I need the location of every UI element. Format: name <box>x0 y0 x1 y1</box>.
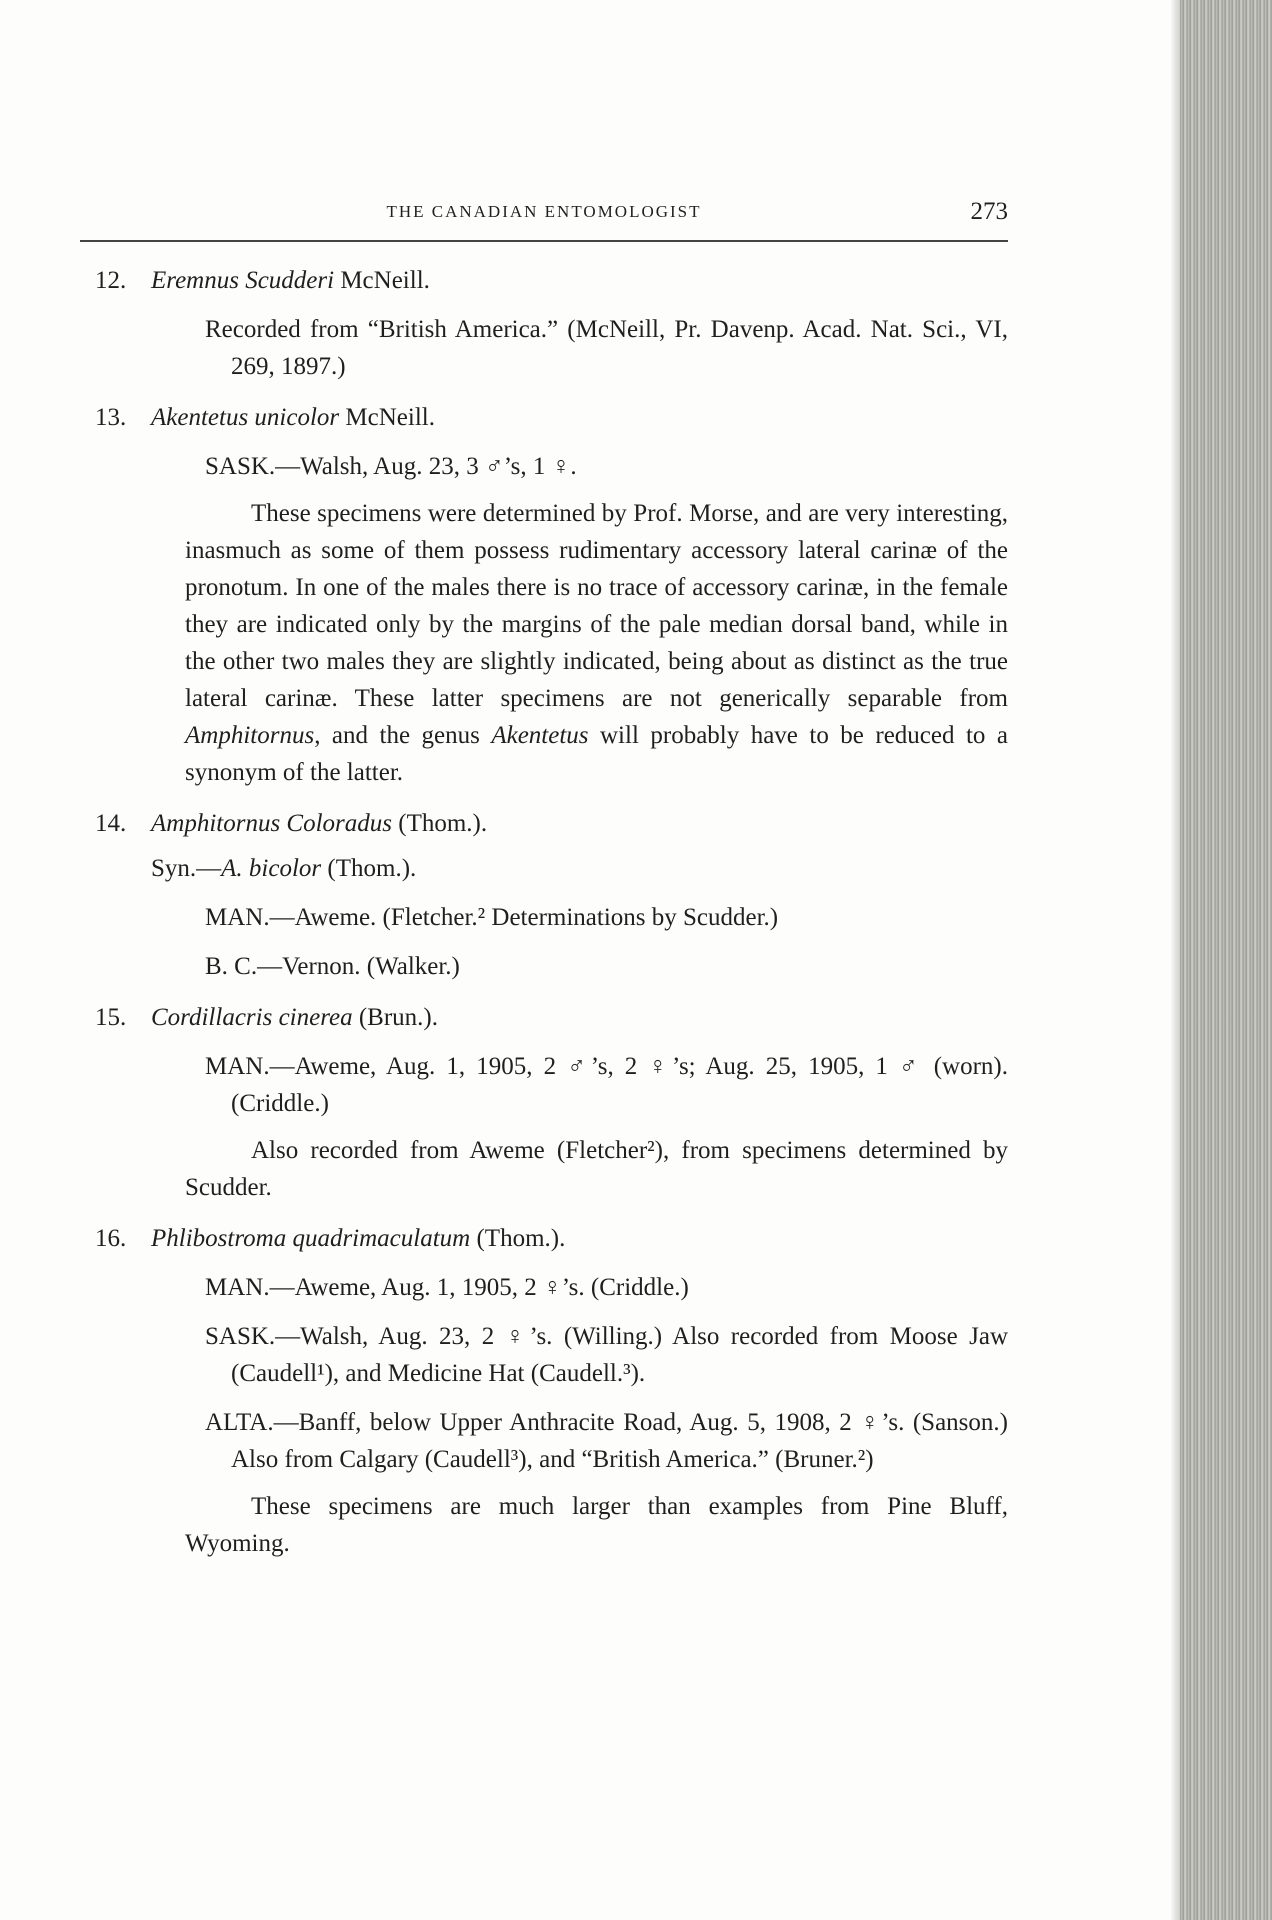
species-entry-16 <box>95 1220 1008 1562</box>
entry-heading <box>95 805 1008 842</box>
remarks-paragraph: These specimens are much larger than examples from Pine Bluff, Wyoming. <box>185 1493 1008 1557</box>
record-line: MAN.—Aweme, Aug. 1, 1905, 2 ♂’s, 2 ♀’s; Aug. 25, 1905, 1 ♂ (worn). (Criddle.) <box>205 1053 1008 1117</box>
entry-heading <box>95 999 1008 1036</box>
species-name: Amphitornus Coloradus <box>151 810 393 837</box>
species-author: McNeill. <box>334 267 430 294</box>
entry-number: 16. <box>95 1225 127 1252</box>
page-header <box>80 198 1008 232</box>
synonym-line <box>151 850 1008 887</box>
entry-heading <box>95 399 1008 436</box>
species-name: Phlibostroma quadrimaculatum <box>151 1225 471 1252</box>
entry-heading <box>95 262 1008 299</box>
record-line: Recorded from “British America.” (McNeill, Pr. Davenp. Acad. Nat. Sci., VI, 269, 1897.) <box>205 316 1008 380</box>
remarks-text: , and the genus <box>314 722 492 749</box>
entry-number: 12. <box>95 267 127 294</box>
species-name: Cordillacris cinerea <box>151 1004 353 1031</box>
entry-number: 14. <box>95 810 127 837</box>
page-body <box>95 262 1008 1562</box>
page-edge <box>1180 0 1272 1920</box>
entry-number: 15. <box>95 1004 127 1031</box>
running-head: THE CANADIAN ENTOMOLOGIST <box>386 202 702 221</box>
synonym-name: A. bicolor <box>221 855 322 882</box>
remarks-paragraph: Also recorded from Aweme (Fletcher²), from specimens determined by Scudder. <box>185 1137 1008 1201</box>
genus-name: Akentetus <box>491 722 589 749</box>
species-author: McNeill. <box>339 404 435 431</box>
remarks-paragraph <box>185 495 1008 791</box>
entry-number: 13. <box>95 404 127 431</box>
entry-heading <box>95 1220 1008 1257</box>
species-entry-15 <box>95 999 1008 1206</box>
record-line: B. C.—Vernon. (Walker.) <box>205 953 460 980</box>
record-line: MAN.—Aweme. (Fletcher.² Determinations by Scudder.) <box>205 904 779 931</box>
genus-name: Amphitornus <box>185 722 315 749</box>
species-author: (Thom.). <box>470 1225 566 1252</box>
species-name: Akentetus unicolor <box>151 404 340 431</box>
species-entry-14 <box>95 805 1008 985</box>
page-gutter-shadow <box>1170 0 1180 1920</box>
record-line: SASK.—Walsh, Aug. 23, 2 ♀’s. (Willing.) Also recorded from Moose Jaw (Caudell¹), and Medicine Hat (Caudell.³). <box>205 1323 1008 1387</box>
record-line: ALTA.—Banff, below Upper Anthracite Road, Aug. 5, 1908, 2 ♀’s. (Sanson.) Also from Calgary (Caudell³), and “British America.” (Bruner.²) <box>205 1409 1008 1473</box>
page-number: 273 <box>970 198 1008 225</box>
species-name: Eremnus Scudderi <box>151 267 335 294</box>
species-entry-12 <box>95 262 1008 385</box>
header-rule <box>80 240 1008 242</box>
synonym-author: (Thom.). <box>321 855 417 882</box>
species-author: (Brun.). <box>352 1004 439 1031</box>
record-line: SASK.—Walsh, Aug. 23, 3 ♂’s, 1 ♀. <box>205 453 577 480</box>
remarks-text: will probably have to be reduced to a synonym of the latter. <box>185 722 1008 786</box>
record-line: MAN.—Aweme, Aug. 1, 1905, 2 ♀’s. (Criddle.) <box>205 1274 689 1301</box>
species-author: (Thom.). <box>392 810 488 837</box>
remarks-text: These specimens were determined by Prof. Morse, and are very interesting, inasmuch as some of them possess rudimentary accessory lateral carinæ of the pronotum. In one of the males there is no trace of accessory carinæ, in the female they are indicated only by the margins of the pale median dorsal band, while in the other two males they are slightly indicated, being about as distinct as the true lateral carinæ. These latter specimens are not generically separable from <box>185 500 1008 712</box>
synonym-prefix: Syn.— <box>151 855 222 882</box>
species-entry-13 <box>95 399 1008 791</box>
